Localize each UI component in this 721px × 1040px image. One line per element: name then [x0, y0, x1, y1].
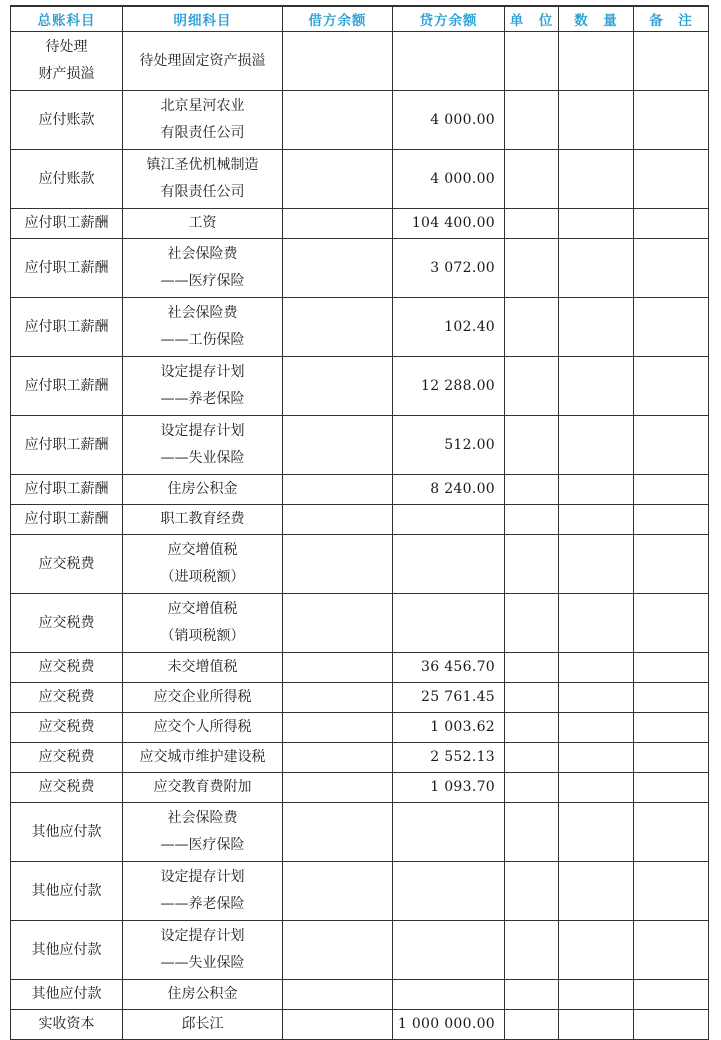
general-account-cell	[11, 32, 123, 91]
general-account-cell	[11, 743, 123, 773]
table-row	[11, 862, 709, 921]
detail-account-line: ——失业保险	[160, 955, 245, 971]
table-row	[11, 713, 709, 743]
remarks-cell	[634, 357, 709, 416]
general-account-cell	[11, 209, 123, 239]
detail-account-line: ——工伤保险	[160, 332, 245, 348]
detail-account-line: ——医疗保险	[160, 837, 245, 853]
general-account-cell	[11, 862, 123, 921]
debit-balance-cell	[283, 209, 393, 239]
balance-sheet	[10, 5, 708, 1040]
detail-account-line: 应交城市维护建设税	[139, 749, 266, 765]
remarks-cell	[634, 773, 709, 803]
detail-account-line: 设定提存计划	[160, 364, 245, 380]
general-account-line: 应付账款	[38, 111, 95, 128]
debit-balance-cell	[283, 32, 393, 91]
quantity-cell	[559, 357, 634, 416]
debit-balance-cell	[283, 475, 393, 505]
general-account-cell	[11, 535, 123, 594]
detail-account-line: 北京星河农业	[160, 98, 245, 114]
general-account-line: 应交税费	[38, 555, 95, 572]
detail-account-cell	[123, 921, 283, 980]
credit-balance-cell: 4 000.00	[393, 91, 505, 150]
general-account-cell	[11, 150, 123, 209]
quantity-cell	[559, 683, 634, 713]
general-account-cell	[11, 357, 123, 416]
general-account-line: 应付职工薪酬	[24, 259, 109, 276]
quantity-cell	[559, 416, 634, 475]
remarks-cell	[634, 980, 709, 1010]
general-account-line: 其他应付款	[31, 882, 102, 899]
detail-account-cell	[123, 209, 283, 239]
general-account-line: 财产损溢	[38, 66, 95, 82]
debit-balance-cell	[283, 803, 393, 862]
detail-account-cell	[123, 683, 283, 713]
table-row	[11, 1010, 709, 1040]
general-account-cell	[11, 298, 123, 357]
general-account-line: 实收资本	[38, 1016, 95, 1032]
unit-cell	[505, 535, 559, 594]
general-account-cell	[11, 980, 123, 1010]
table-row	[11, 416, 709, 475]
detail-account-cell	[123, 475, 283, 505]
debit-balance-cell	[283, 357, 393, 416]
account-balance-table	[10, 5, 709, 1040]
detail-account-cell	[123, 505, 283, 535]
quantity-cell	[559, 773, 634, 803]
credit-balance-cell	[393, 921, 505, 980]
unit-cell	[505, 150, 559, 209]
credit-balance-cell	[393, 862, 505, 921]
unit-cell	[505, 743, 559, 773]
general-account-line: 应付账款	[38, 170, 95, 187]
table-row	[11, 683, 709, 713]
unit-cell	[505, 505, 559, 535]
remarks-cell	[634, 653, 709, 683]
table-row	[11, 803, 709, 862]
debit-balance-cell	[283, 743, 393, 773]
credit-balance-cell	[393, 980, 505, 1010]
remarks-cell	[634, 91, 709, 150]
quantity-cell	[559, 239, 634, 298]
quantity-cell	[559, 475, 634, 505]
quantity-cell	[559, 505, 634, 535]
debit-balance-cell	[283, 713, 393, 743]
detail-account-line: ——医疗保险	[160, 273, 245, 289]
detail-account-cell	[123, 713, 283, 743]
debit-balance-cell	[283, 980, 393, 1010]
credit-balance-cell	[393, 535, 505, 594]
remarks-cell	[634, 683, 709, 713]
detail-account-line: 镇江圣优机械制造	[146, 157, 259, 173]
detail-account-line: 住房公积金	[167, 986, 238, 1002]
detail-account-line: 社会保险费	[167, 305, 238, 321]
quantity-cell	[559, 535, 634, 594]
debit-balance-cell	[283, 653, 393, 683]
quantity-cell	[559, 594, 634, 653]
remarks-cell	[634, 150, 709, 209]
detail-account-cell	[123, 803, 283, 862]
table-row	[11, 298, 709, 357]
detail-account-line: 工资	[188, 215, 217, 231]
unit-cell	[505, 803, 559, 862]
credit-balance-cell: 1 000 000.00	[393, 1010, 505, 1040]
debit-balance-cell	[283, 1010, 393, 1040]
remarks-cell	[634, 743, 709, 773]
detail-account-cell	[123, 298, 283, 357]
table-row	[11, 535, 709, 594]
detail-account-cell	[123, 357, 283, 416]
remarks-cell	[634, 298, 709, 357]
unit-cell	[505, 239, 559, 298]
debit-balance-cell	[283, 91, 393, 150]
detail-account-line: 住房公积金	[167, 481, 238, 497]
table-row	[11, 653, 709, 683]
credit-balance-cell: 36 456.70	[393, 653, 505, 683]
remarks-cell	[634, 32, 709, 91]
general-account-line: 应付职工薪酬	[24, 215, 109, 231]
unit-cell	[505, 594, 559, 653]
detail-account-cell	[123, 91, 283, 150]
table-row	[11, 594, 709, 653]
general-account-cell	[11, 505, 123, 535]
general-account-line: 应交税费	[38, 689, 95, 705]
general-account-line: 其他应付款	[31, 986, 102, 1002]
general-account-line: 应交税费	[38, 719, 95, 735]
table-row	[11, 32, 709, 91]
quantity-cell	[559, 32, 634, 91]
quantity-cell	[559, 743, 634, 773]
general-account-line: 应交税费	[38, 749, 95, 765]
general-account-line: 应交税费	[38, 779, 95, 795]
detail-account-line: ——养老保险	[160, 896, 245, 912]
credit-balance-cell: 1 093.70	[393, 773, 505, 803]
general-account-line: 其他应付款	[31, 823, 102, 840]
detail-account-line: 社会保险费	[167, 246, 238, 262]
table-row	[11, 773, 709, 803]
credit-balance-cell: 104 400.00	[393, 209, 505, 239]
unit-cell	[505, 209, 559, 239]
general-account-cell	[11, 713, 123, 743]
detail-account-cell	[123, 150, 283, 209]
credit-balance-cell: 1 003.62	[393, 713, 505, 743]
debit-balance-cell	[283, 416, 393, 475]
detail-account-cell	[123, 535, 283, 594]
general-account-cell	[11, 416, 123, 475]
quantity-cell	[559, 150, 634, 209]
detail-account-cell	[123, 653, 283, 683]
general-account-line: 待处理	[45, 39, 88, 55]
detail-account-cell	[123, 239, 283, 298]
unit-cell	[505, 32, 559, 91]
quantity-cell	[559, 653, 634, 683]
table-row	[11, 743, 709, 773]
credit-balance-cell: 25 761.45	[393, 683, 505, 713]
quantity-cell	[559, 713, 634, 743]
header-unit: 单 位	[505, 6, 559, 32]
quantity-cell	[559, 921, 634, 980]
remarks-cell	[634, 921, 709, 980]
quantity-cell	[559, 91, 634, 150]
detail-account-line: 未交增值税	[167, 659, 238, 675]
debit-balance-cell	[283, 921, 393, 980]
quantity-cell	[559, 1010, 634, 1040]
general-account-cell	[11, 1010, 123, 1040]
detail-account-line: （销项税额）	[160, 628, 245, 644]
header-quantity: 数 量	[559, 6, 634, 32]
quantity-cell	[559, 209, 634, 239]
credit-balance-cell: 102.40	[393, 298, 505, 357]
detail-account-line: 社会保险费	[167, 810, 238, 826]
debit-balance-cell	[283, 773, 393, 803]
credit-balance-cell	[393, 505, 505, 535]
general-account-line: 应付职工薪酬	[24, 377, 109, 394]
unit-cell	[505, 416, 559, 475]
credit-balance-cell	[393, 32, 505, 91]
general-account-cell	[11, 91, 123, 150]
detail-account-cell	[123, 594, 283, 653]
quantity-cell	[559, 980, 634, 1010]
detail-account-line: （进项税额）	[160, 569, 245, 585]
debit-balance-cell	[283, 505, 393, 535]
unit-cell	[505, 921, 559, 980]
general-account-cell	[11, 475, 123, 505]
detail-account-line: 设定提存计划	[160, 423, 245, 439]
general-account-cell	[11, 773, 123, 803]
debit-balance-cell	[283, 150, 393, 209]
remarks-cell	[634, 505, 709, 535]
unit-cell	[505, 773, 559, 803]
credit-balance-cell	[393, 803, 505, 862]
table-row	[11, 239, 709, 298]
detail-account-line: 设定提存计划	[160, 869, 245, 885]
general-account-line: 应付职工薪酬	[24, 436, 109, 453]
credit-balance-cell	[393, 594, 505, 653]
table-row	[11, 357, 709, 416]
unit-cell	[505, 862, 559, 921]
remarks-cell	[634, 713, 709, 743]
debit-balance-cell	[283, 683, 393, 713]
header-remarks: 备 注	[634, 6, 709, 32]
detail-account-line: 设定提存计划	[160, 928, 245, 944]
general-account-line: 应交税费	[38, 614, 95, 631]
remarks-cell	[634, 862, 709, 921]
remarks-cell	[634, 594, 709, 653]
table-row	[11, 150, 709, 209]
quantity-cell	[559, 862, 634, 921]
table-row	[11, 980, 709, 1010]
unit-cell	[505, 1010, 559, 1040]
header-detail-account: 明细科目	[123, 6, 283, 32]
table-body	[11, 32, 709, 1040]
general-account-cell	[11, 683, 123, 713]
credit-balance-cell: 3 072.00	[393, 239, 505, 298]
unit-cell	[505, 713, 559, 743]
detail-account-line: 应交教育费附加	[153, 779, 252, 795]
remarks-cell	[634, 416, 709, 475]
detail-account-line: 有限责任公司	[160, 125, 245, 141]
unit-cell	[505, 475, 559, 505]
general-account-cell	[11, 921, 123, 980]
table-row	[11, 475, 709, 505]
remarks-cell	[634, 239, 709, 298]
table-row	[11, 209, 709, 239]
general-account-line: 应交税费	[38, 659, 95, 675]
table-row	[11, 505, 709, 535]
general-account-cell	[11, 653, 123, 683]
remarks-cell	[634, 209, 709, 239]
credit-balance-cell: 8 240.00	[393, 475, 505, 505]
general-account-line: 应付职工薪酬	[24, 511, 109, 527]
detail-account-line: 应交增值税	[167, 601, 238, 617]
remarks-cell	[634, 475, 709, 505]
general-account-line: 其他应付款	[31, 941, 102, 958]
detail-account-line: 有限责任公司	[160, 184, 245, 200]
detail-account-line: 应交企业所得税	[153, 689, 252, 705]
detail-account-line: 职工教育经费	[160, 511, 245, 527]
detail-account-cell	[123, 416, 283, 475]
credit-balance-cell: 12 288.00	[393, 357, 505, 416]
header-debit-balance: 借方余额	[283, 6, 393, 32]
general-account-cell	[11, 239, 123, 298]
detail-account-line: ——失业保险	[160, 450, 245, 466]
header-credit-balance: 贷方余额	[393, 6, 505, 32]
header-general-account: 总账科目	[11, 6, 123, 32]
unit-cell	[505, 357, 559, 416]
general-account-line: 应付职工薪酬	[24, 318, 109, 335]
detail-account-line: 应交增值税	[167, 542, 238, 558]
unit-cell	[505, 683, 559, 713]
credit-balance-cell: 512.00	[393, 416, 505, 475]
credit-balance-cell: 4 000.00	[393, 150, 505, 209]
debit-balance-cell	[283, 535, 393, 594]
general-account-cell	[11, 594, 123, 653]
debit-balance-cell	[283, 594, 393, 653]
table-row	[11, 921, 709, 980]
table-row	[11, 91, 709, 150]
quantity-cell	[559, 803, 634, 862]
detail-account-line: 待处理固定资产损溢	[139, 52, 266, 69]
unit-cell	[505, 653, 559, 683]
detail-account-cell	[123, 1010, 283, 1040]
general-account-line: 应付职工薪酬	[24, 481, 109, 497]
detail-account-line: ——养老保险	[160, 391, 245, 407]
detail-account-line: 应交个人所得税	[153, 719, 252, 735]
quantity-cell	[559, 298, 634, 357]
credit-balance-cell: 2 552.13	[393, 743, 505, 773]
unit-cell	[505, 980, 559, 1010]
remarks-cell	[634, 1010, 709, 1040]
detail-account-cell	[123, 743, 283, 773]
remarks-cell	[634, 535, 709, 594]
header-row	[11, 6, 709, 32]
unit-cell	[505, 91, 559, 150]
debit-balance-cell	[283, 239, 393, 298]
detail-account-cell	[123, 773, 283, 803]
detail-account-line: 邱长江	[181, 1016, 224, 1032]
debit-balance-cell	[283, 298, 393, 357]
unit-cell	[505, 298, 559, 357]
detail-account-cell	[123, 862, 283, 921]
debit-balance-cell	[283, 862, 393, 921]
remarks-cell	[634, 803, 709, 862]
detail-account-cell	[123, 32, 283, 91]
general-account-cell	[11, 803, 123, 862]
detail-account-cell	[123, 980, 283, 1010]
